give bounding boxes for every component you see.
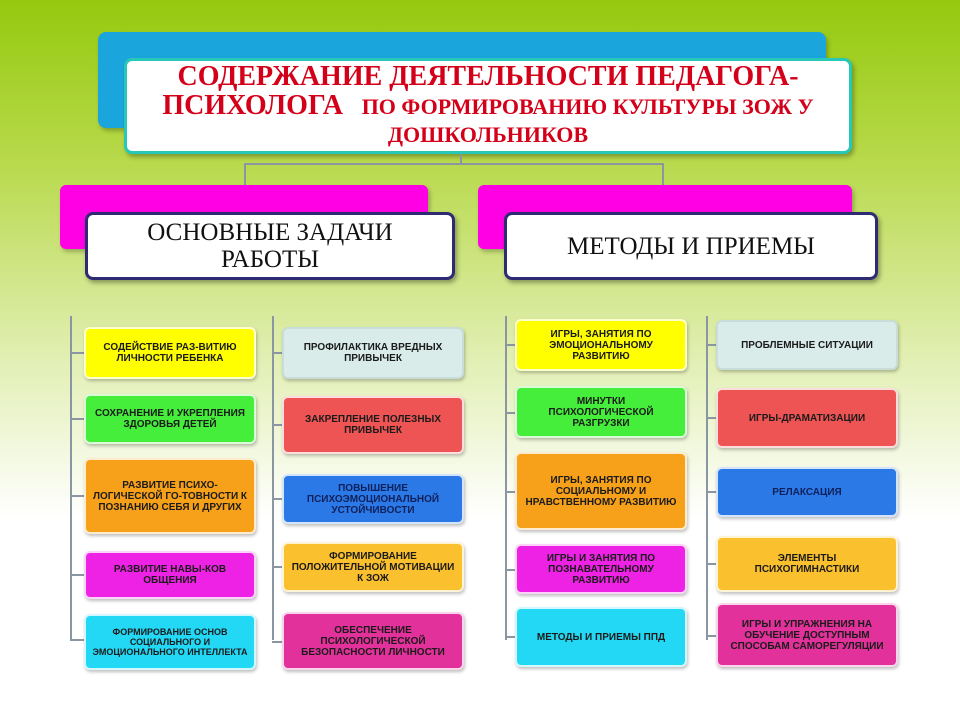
list-item: ПРОБЛЕМНЫЕ СИТУАЦИИ [716, 320, 898, 370]
tick [706, 635, 716, 637]
list-item: РАЗВИТИЕ НАВЫ-КОВ ОБЩЕНИЯ [84, 551, 256, 599]
tick [70, 495, 84, 497]
tick [505, 344, 515, 346]
tick [70, 418, 84, 420]
tick [505, 412, 515, 414]
title-connector-horizontal [244, 163, 664, 165]
title-line-2a: ПСИХОЛОГА [162, 90, 343, 121]
tick [706, 344, 716, 346]
title-line-1: СОДЕРЖАНИЕ ДЕЯТЕЛЬНОСТИ ПЕДАГОГА- [177, 61, 799, 92]
tasks-header-label: ОСНОВНЫЕ ЗАДАЧИ РАБОТЫ [147, 219, 393, 273]
title-line-2b: ПО ФОРМИРОВАНИЮ КУЛЬТУРЫ ЗОЖ У [361, 94, 814, 119]
methods-col1-line [505, 316, 507, 640]
list-item: ЭЛЕМЕНТЫ ПСИХОГИМНАСТИКИ [716, 536, 898, 592]
tick [272, 352, 282, 354]
tick [505, 569, 515, 571]
tick [272, 566, 282, 568]
tick [272, 424, 282, 426]
title-line-3: ДОШКОЛЬНИКОВ [387, 122, 589, 147]
list-item: СОДЕЙСТВИЕ РАЗ-ВИТИЮ ЛИЧНОСТИ РЕБЕНКА [84, 327, 256, 379]
tick [70, 574, 84, 576]
tasks-col1-line [70, 316, 72, 640]
tick [505, 491, 515, 493]
tick [272, 641, 282, 643]
list-item: ИГРЫ-ДРАМАТИЗАЦИИ [716, 388, 898, 448]
list-item: ФОРМИРОВАНИЕ ПОЛОЖИТЕЛЬНОЙ МОТИВАЦИИ К ЗОЖ [282, 542, 464, 592]
list-item: ПОВЫШЕНИЕ ПСИХОЭМОЦИОНАЛЬНОЙ УСТОЙЧИВОСТИ [282, 474, 464, 524]
tick [272, 498, 282, 500]
methods-connector [662, 163, 664, 185]
list-item: РЕЛАКСАЦИЯ [716, 467, 898, 517]
list-item: СОХРАНЕНИЕ И УКРЕПЛЕНИЯ ЗДОРОВЬЯ ДЕТЕЙ [84, 394, 256, 444]
tasks-connector [244, 163, 246, 185]
methods-col2-line [706, 316, 708, 640]
list-item: ЗАКРЕПЛЕНИЕ ПОЛЕЗНЫХ ПРИВЫЧЕК [282, 396, 464, 454]
list-item: ИГРЫ И УПРАЖНЕНИЯ НА ОБУЧЕНИЕ ДОСТУПНЫМ СПОСОБАМ САМОРЕГУЛЯЦИИ [716, 603, 898, 667]
list-item: МИНУТКИ ПСИХОЛОГИЧЕСКОЙ РАЗГРУЗКИ [515, 386, 687, 438]
list-item: МЕТОДЫ И ПРИЕМЫ ППД [515, 607, 687, 667]
page-title [162, 63, 813, 149]
list-item: ИГРЫ И ЗАНЯТИЯ ПО ПОЗНАВАТЕЛЬНОМУ РАЗВИТИЮ [515, 544, 687, 594]
tick [706, 563, 716, 565]
tick [706, 491, 716, 493]
tick [70, 352, 84, 354]
list-item: ПРОФИЛАКТИКА ВРЕДНЫХ ПРИВЫЧЕК [282, 327, 464, 379]
list-item: ОБЕСПЕЧЕНИЕ ПСИХОЛОГИЧЕСКОЙ БЕЗОПАСНОСТИ ЛИЧНОСТИ [282, 612, 464, 670]
tasks-header [85, 212, 455, 280]
tick [505, 636, 515, 638]
tasks-col2-line [272, 316, 274, 640]
title-box [124, 58, 852, 154]
tick [706, 417, 716, 419]
list-item: ИГРЫ, ЗАНЯТИЯ ПО ЭМОЦИОНАЛЬНОМУ РАЗВИТИЮ [515, 319, 687, 371]
methods-header-label: МЕТОДЫ И ПРИЕМЫ [567, 232, 815, 260]
list-item: ИГРЫ, ЗАНЯТИЯ ПО СОЦИАЛЬНОМУ И НРАВСТВЕННОМУ РАЗВИТИЮ [515, 452, 687, 530]
list-item: РАЗВИТИЕ ПСИХО-ЛОГИЧЕСКОЙ ГО-ТОВНОСТИ К ПОЗНАНИЮ СЕБЯ И ДРУГИХ [84, 458, 256, 534]
tick [70, 639, 84, 641]
methods-header [504, 212, 878, 280]
list-item: ФОРМИРОВАНИЕ ОСНОВ СОЦИАЛЬНОГО И ЭМОЦИОНАЛЬНОГО ИНТЕЛЛЕКТА [84, 614, 256, 670]
